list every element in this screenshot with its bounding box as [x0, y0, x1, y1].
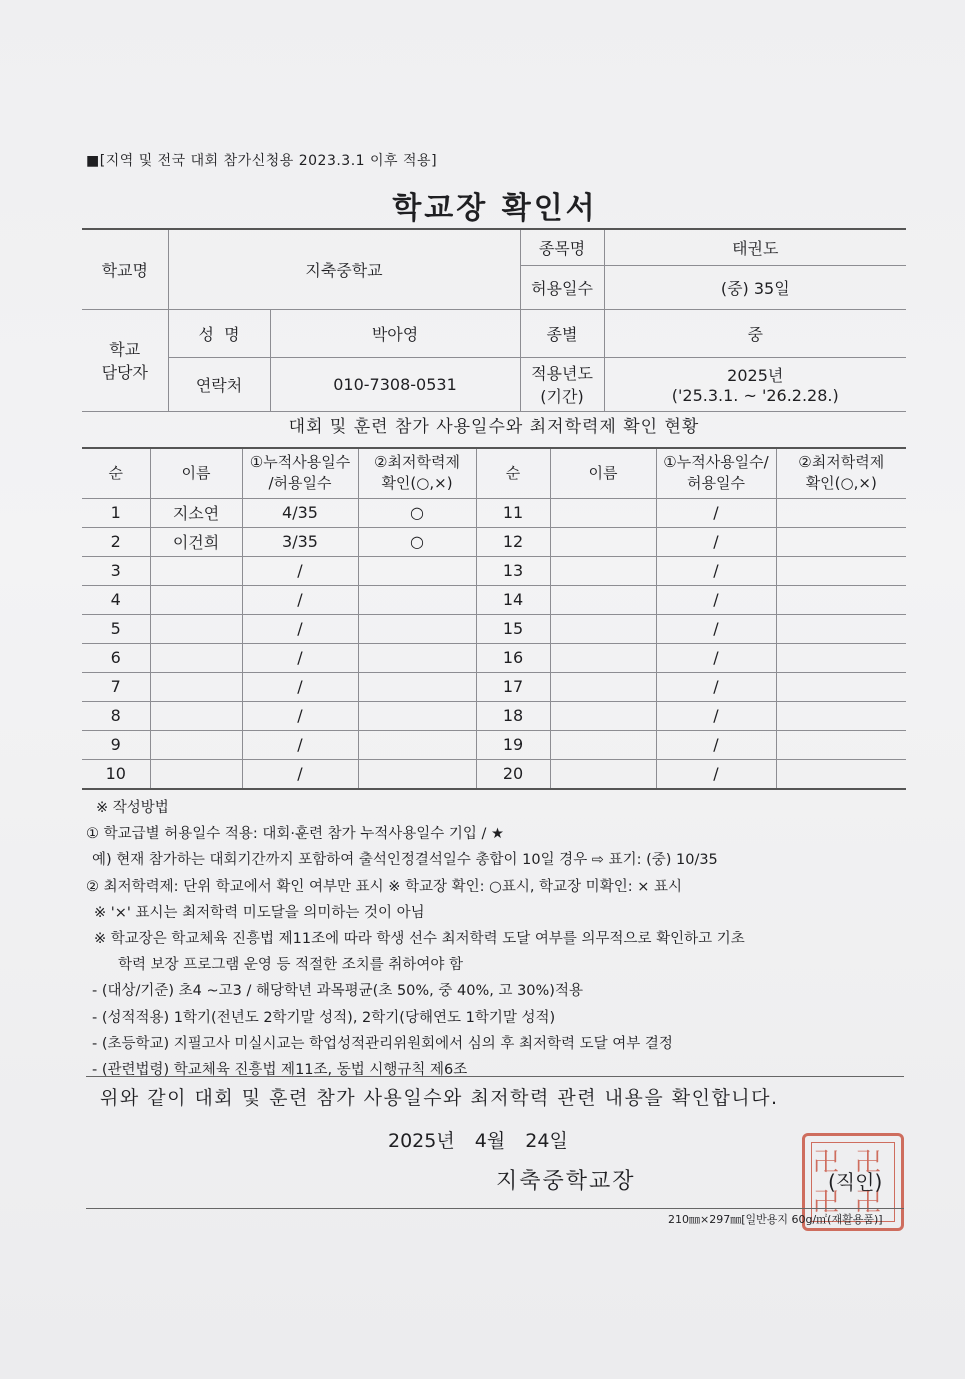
school-manager-label [82, 309, 168, 411]
table-row [82, 585, 906, 614]
row-no-right: 18 [476, 701, 550, 730]
row-no-right: 13 [476, 556, 550, 585]
notes-divider [86, 1076, 904, 1077]
row-name-right [550, 730, 656, 759]
row-no: 4 [82, 585, 150, 614]
row-days-right: / [656, 672, 776, 701]
row-name [150, 730, 242, 759]
row-days: / [242, 672, 358, 701]
col-header-check-right-line1: ②최저학력제 [798, 453, 885, 472]
row-check [358, 643, 476, 672]
row-days: / [242, 759, 358, 789]
row-days: / [242, 730, 358, 759]
seal-glyph-4: 卍 [855, 1188, 882, 1218]
row-days-right: / [656, 643, 776, 672]
table-header-row [82, 448, 906, 498]
row-check-right [776, 556, 906, 585]
row-no-right: 19 [476, 730, 550, 759]
row-days: 3/35 [242, 527, 358, 556]
seal-glyph-3: 卍 [813, 1188, 840, 1218]
contact-label: 연락처 [168, 357, 270, 411]
row-days: / [242, 556, 358, 585]
col-header-name: 이름 [150, 448, 242, 498]
row-name-right [550, 643, 656, 672]
col-header-no: 순 [82, 448, 150, 498]
row-check-right [776, 701, 906, 730]
row-days: / [242, 614, 358, 643]
col-header-days-right [656, 448, 776, 498]
row-no: 9 [82, 730, 150, 759]
col-header-days-line1: ①누적사용일수 [249, 453, 351, 472]
row-name: 이건희 [150, 527, 242, 556]
row-check [358, 614, 476, 643]
apply-year-period: ('25.3.1. ~ '26.2.28.) [671, 386, 839, 405]
col-header-check-right-line2: 확인(○,×) [805, 474, 877, 493]
note-grade-application: - (성적적용) 1학기(전년도 2학기말 성적), 2학기(당해연도 1학기말 성적) [92, 1009, 556, 1026]
row-days-right: / [656, 585, 776, 614]
participation-status-table [82, 447, 906, 790]
col-header-days-right-line1: ①누적사용일수/ [663, 453, 769, 472]
row-name [150, 643, 242, 672]
seal-glyph-2: 卍 [855, 1148, 882, 1178]
row-check [358, 701, 476, 730]
note-elementary: - (초등학교) 지필고사 미실시교는 학업성적관리위원회에서 심의 후 최저학력 도달 여부 결정 [92, 1035, 673, 1052]
row-name-right [550, 498, 656, 527]
row-no: 5 [82, 614, 150, 643]
col-header-days [242, 448, 358, 498]
row-name: 지소연 [150, 498, 242, 527]
row-no-right: 11 [476, 498, 550, 527]
footer-divider [86, 1208, 904, 1209]
row-name [150, 701, 242, 730]
category-value: 중 [604, 309, 906, 357]
row-check-right [776, 643, 906, 672]
row-check [358, 556, 476, 585]
row-name-right [550, 585, 656, 614]
table-row [82, 701, 906, 730]
row-days-right: / [656, 527, 776, 556]
allowed-days-value: (중) 35일 [604, 265, 906, 309]
row-check [358, 672, 476, 701]
row-name-right [550, 759, 656, 789]
row-check [358, 585, 476, 614]
date-day: 24일 [525, 1130, 568, 1152]
note-x-meaning: ※ '×' 표시는 최저학력 미도달을 의미하는 것이 아님 [94, 904, 425, 921]
col-header-check-line1: ②최저학력제 [374, 453, 460, 472]
note-principal-duty: ※ 학교장은 학교체육 진흥법 제11조에 따라 학생 선수 최저학력 도달 여부를 의무적으로 확인하고 기초 [94, 931, 745, 948]
manager-label-line1: 학교 [109, 340, 141, 359]
note-principal-duty-cont: 학력 보장 프로그램 운영 등 적절한 조치를 취하여야 함 [118, 957, 464, 974]
apply-year-value [604, 357, 906, 411]
date-year: 2025년 [388, 1130, 455, 1152]
table-row [82, 527, 906, 556]
writing-guide-notes [86, 795, 916, 1083]
row-days-right: / [656, 556, 776, 585]
table-row [82, 614, 906, 643]
manager-name-label: 성 명 [168, 309, 270, 357]
table-row [82, 556, 906, 585]
row-name [150, 585, 242, 614]
note-min-academic: ② 최저학력제: 단위 학교에서 확인 여부만 표시 ※ 학교장 확인: ○표시, 학교장 미확인: × 표시 [86, 878, 682, 895]
row-days: / [242, 643, 358, 672]
row-check-right [776, 672, 906, 701]
row-no-right: 14 [476, 585, 550, 614]
apply-year-label-line2: (기간) [540, 387, 584, 406]
row-no-right: 15 [476, 614, 550, 643]
row-name-right [550, 614, 656, 643]
row-days: / [242, 585, 358, 614]
row-name-right [550, 527, 656, 556]
row-days-right: / [656, 759, 776, 789]
confirmation-statement: 위와 같이 대회 및 훈련 참가 사용일수와 최저학력 관련 내용을 확인합니다. [100, 1087, 779, 1109]
form-usage-header: ■[지역 및 전국 대회 참가신청용 2023.3.1 이후 적용] [86, 153, 438, 169]
col-header-no-right: 순 [476, 448, 550, 498]
row-no: 3 [82, 556, 150, 585]
row-no-right: 20 [476, 759, 550, 789]
document-title: 학교장 확인서 [392, 191, 598, 226]
table-row [82, 672, 906, 701]
contact-value: 010-7308-0531 [270, 357, 520, 411]
row-days: 4/35 [242, 498, 358, 527]
row-name-right [550, 701, 656, 730]
row-check [358, 730, 476, 759]
table-row [82, 643, 906, 672]
school-name-value: 지축중학교 [168, 229, 520, 309]
note-related-law: - (관련법령) 학교체육 진흥법 제11조, 동법 시행규칙 제6조 [92, 1062, 468, 1079]
row-check-right [776, 759, 906, 789]
row-name-right [550, 556, 656, 585]
row-no: 1 [82, 498, 150, 527]
row-days-right: / [656, 498, 776, 527]
school-info-table [82, 228, 906, 412]
principal-title: 지축중학교장 [496, 1169, 636, 1194]
row-name-right [550, 672, 656, 701]
apply-year-label-line1: 적용년도 [531, 364, 593, 383]
row-check-right [776, 614, 906, 643]
row-no: 8 [82, 701, 150, 730]
col-header-check-right [776, 448, 906, 498]
date-month: 4월 [474, 1130, 506, 1152]
event-value: 태권도 [604, 229, 906, 265]
note-example: 예) 현재 참가하는 대회기간까지 포함하여 출석인정결석일수 총합이 10일 경우 ⇨ 표기: (중) 10/35 [92, 852, 718, 869]
row-no: 2 [82, 527, 150, 556]
row-days-right: / [656, 730, 776, 759]
manager-label-line2: 담당자 [101, 363, 148, 382]
row-no: 10 [82, 759, 150, 789]
allowed-days-label: 허용일수 [520, 265, 604, 309]
apply-year-value-line1: 2025년 [727, 366, 784, 385]
row-days-right: / [656, 701, 776, 730]
row-check-right [776, 498, 906, 527]
row-name [150, 614, 242, 643]
table-row [82, 498, 906, 527]
row-name [150, 759, 242, 789]
note-target-criteria: - (대상/기준) 초4 ~고3 / 해당학년 과목평균(초 50%, 중 40%, 고 30%)적용 [92, 983, 583, 1000]
notes-heading: ※ 작성방법 [96, 800, 169, 816]
seal-label: (직인) [828, 1170, 883, 1194]
col-header-days-line2: /허용일수 [268, 474, 332, 493]
row-check [358, 759, 476, 789]
row-name [150, 556, 242, 585]
category-label: 종별 [520, 309, 604, 357]
row-days: / [242, 701, 358, 730]
row-name [150, 672, 242, 701]
school-name-label: 학교명 [82, 229, 168, 309]
note-allowed-days: ① 학교급별 허용일수 적용: 대회·훈련 참가 누적사용일수 기입 / ★ [86, 826, 505, 843]
seal-glyph-1: 卍 [813, 1148, 840, 1178]
row-no-right: 16 [476, 643, 550, 672]
manager-name-value: 박아영 [270, 309, 520, 357]
col-header-check-line2: 확인(○,×) [381, 474, 453, 493]
row-check: ○ [358, 498, 476, 527]
row-no: 7 [82, 672, 150, 701]
apply-year-label [520, 357, 604, 411]
row-check: ○ [358, 527, 476, 556]
row-check-right [776, 730, 906, 759]
row-check-right [776, 585, 906, 614]
row-no: 6 [82, 643, 150, 672]
event-label: 종목명 [520, 229, 604, 265]
signing-date [388, 1126, 582, 1153]
table-row [82, 730, 906, 759]
row-check-right [776, 527, 906, 556]
paper-spec: 210㎜×297㎜[일반용지 60g/㎡(재활용품)] [668, 1213, 883, 1226]
row-no-right: 12 [476, 527, 550, 556]
row-days-right: / [656, 614, 776, 643]
col-header-name-right: 이름 [550, 448, 656, 498]
table-row [82, 759, 906, 789]
col-header-check [358, 448, 476, 498]
row-no-right: 17 [476, 672, 550, 701]
status-table-title: 대회 및 훈련 참가 사용일수와 최저학력제 확인 현황 [288, 417, 700, 437]
col-header-days-right-line2: 허용일수 [687, 474, 745, 493]
